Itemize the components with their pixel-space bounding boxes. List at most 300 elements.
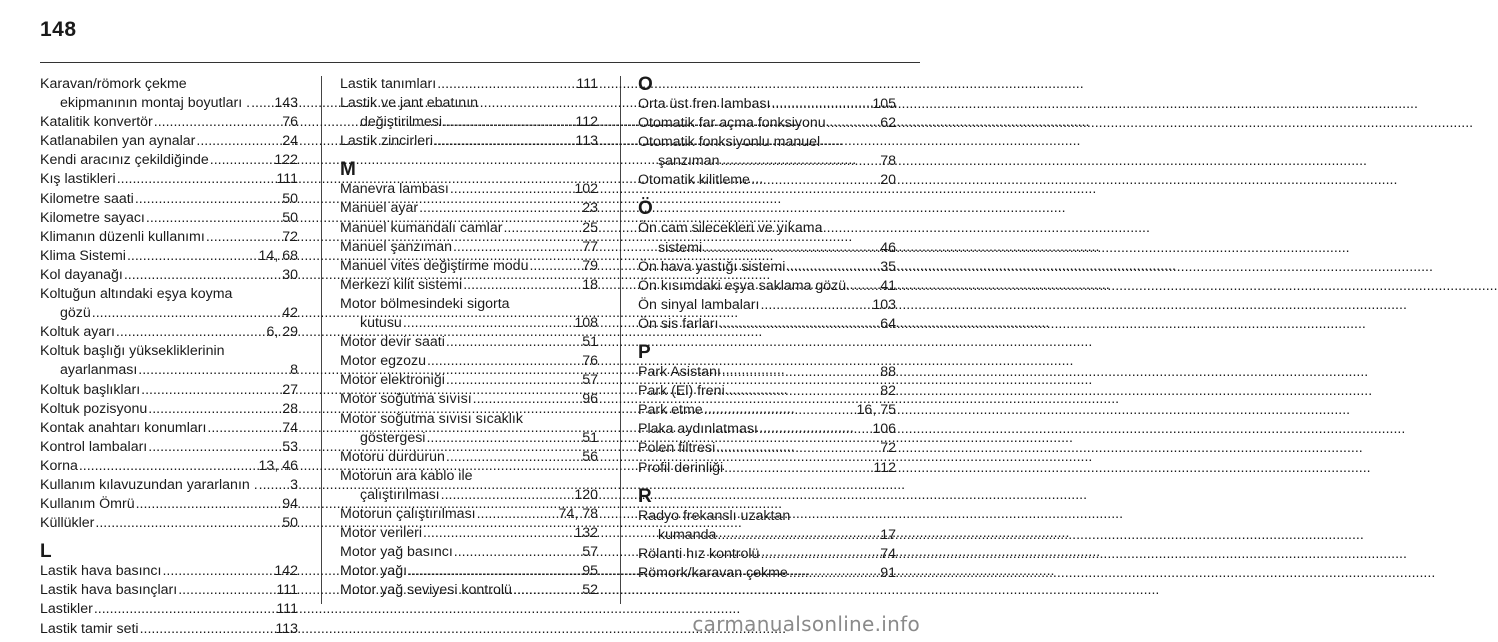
index-page-ref: 95 — [582, 563, 598, 580]
index-entry-term: Klimanın düzenli kullanımı — [40, 228, 205, 245]
index-entry-line — [638, 296, 896, 315]
index-entry-term: ekipmanının montaj boyutları . — [60, 95, 251, 112]
dot-leader — [827, 114, 880, 133]
index-page-ref: 27 — [282, 381, 298, 398]
index-entry-term: Lastik hava basınçları — [40, 582, 178, 599]
index-entry-line — [638, 439, 896, 458]
index-entry — [40, 132, 298, 151]
index-entry — [638, 382, 896, 401]
dot-leader — [423, 524, 573, 543]
dot-leader — [724, 459, 872, 478]
index-entry-term: Küllükler — [40, 515, 95, 532]
index-page-ref: 106 — [872, 421, 896, 438]
index-entry-term: Merkezi kilit sistemi — [340, 276, 463, 293]
index-entry-term: Park Asistanı — [638, 364, 721, 381]
dot-leader — [154, 113, 281, 132]
dot-leader — [443, 113, 574, 132]
index-entry — [40, 228, 298, 247]
index-entry — [638, 564, 896, 583]
index-page-ref: 6, 29 — [266, 324, 298, 341]
index-entry-term: Klima Sistemi — [40, 247, 126, 264]
index-entry-line — [40, 304, 298, 323]
index-entry-term: Orta üst fren lambası — [638, 96, 771, 112]
index-entry — [340, 543, 598, 562]
index-entry-line — [40, 620, 298, 639]
index-entry — [638, 507, 896, 545]
index-entry-term: Otomatik kilitleme — [638, 172, 750, 189]
index-entry — [40, 457, 298, 476]
index-entry-line — [340, 75, 598, 94]
index-entry-term: Park (El) freni — [638, 383, 725, 400]
index-entry-term: Koltuk ayarı — [40, 324, 115, 341]
index-entry — [638, 277, 896, 296]
index-entry-term: Lastik tamir seti — [40, 620, 139, 637]
index-page-ref: 91 — [880, 564, 896, 581]
index-page-ref: 78 — [880, 153, 896, 170]
index-entry-line — [40, 514, 298, 533]
dot-leader — [437, 75, 575, 94]
index-entry-line — [340, 448, 598, 467]
index-page-ref: 51 — [582, 334, 598, 351]
index-entry — [638, 114, 896, 133]
index-entry — [638, 296, 896, 315]
index-entry-line — [40, 381, 298, 400]
index-entry — [340, 257, 598, 276]
index-entry — [40, 113, 298, 132]
index-entry — [40, 581, 298, 600]
index-entry-text: Koltuğun altındaki eşya koyma — [40, 286, 233, 303]
index-entry-line — [340, 132, 598, 151]
index-page-ref: 143 — [274, 95, 298, 112]
index-page-ref: 41 — [880, 277, 896, 294]
index-entry-text: Motorun ara kablo ile — [340, 467, 473, 484]
index-entry-term: Korna — [40, 457, 78, 474]
index-entry-text: Motor bölmesindeki sigorta — [340, 295, 510, 312]
index-entry — [340, 505, 598, 524]
dot-leader — [427, 352, 581, 371]
dot-leader — [717, 526, 879, 545]
index-entry — [340, 333, 598, 352]
index-entry-line — [340, 333, 598, 352]
index-entry — [638, 219, 896, 257]
index-entry-line — [40, 209, 298, 228]
dot-leader — [94, 600, 276, 619]
index-entry-line — [340, 505, 598, 524]
index-entry-text: Otomatik fonksiyonlu manuel — [638, 134, 821, 151]
dot-leader — [146, 209, 281, 228]
index-entry — [340, 199, 598, 218]
index-page-ref: 88 — [880, 364, 896, 381]
dot-leader — [446, 448, 581, 467]
index-page-ref: 79 — [582, 257, 598, 274]
index-entry-term: Motorun çalıştırılması — [340, 505, 476, 522]
index-page-ref: 25 — [582, 219, 598, 236]
index-entry-term: Kol dayanağı — [40, 266, 123, 283]
index-entry-line — [638, 420, 896, 439]
index-entry-line — [638, 258, 896, 277]
dot-leader — [408, 562, 581, 581]
index-entry-term: Motor elektroniği — [340, 372, 445, 389]
index-entry-line — [340, 352, 598, 371]
index-page-ref: 50 — [282, 515, 298, 532]
index-entry-term: Kontrol lambaları — [40, 438, 148, 455]
dot-leader — [79, 457, 258, 476]
index-entry-term: Kilometre saati — [40, 190, 134, 207]
index-entry-line — [40, 438, 298, 457]
index-page-ref: 52 — [582, 582, 598, 599]
index-entry — [340, 448, 598, 467]
index-letter-heading: O — [638, 74, 653, 95]
index-entry-line — [638, 152, 896, 171]
dot-leader — [719, 315, 879, 334]
dot-leader — [92, 304, 281, 323]
dot-leader — [446, 371, 581, 390]
index-entry-term: Otomatik far açma fonksiyonu — [638, 115, 826, 132]
index-entry-line — [340, 524, 598, 543]
index-entry — [40, 209, 298, 228]
dot-leader — [751, 171, 879, 190]
index-entry-term: Kullanım kılavuzundan yararlanın . — [40, 476, 258, 493]
index-entry — [40, 247, 298, 266]
index-entry-term: Kış lastikleri — [40, 171, 116, 188]
index-entry — [40, 400, 298, 419]
index-letter-heading: P — [638, 342, 651, 364]
index-entry — [40, 266, 298, 285]
index-entry — [340, 276, 598, 295]
dot-leader — [178, 581, 275, 600]
index-entry-term: Motoru durdurun — [340, 448, 445, 465]
index-page-ref: 76 — [582, 353, 598, 370]
dot-leader — [148, 438, 281, 457]
dot-leader — [786, 258, 879, 277]
index-entry-line — [638, 526, 896, 545]
index-entry-line — [638, 401, 896, 420]
index-entry-term: Koltuk pozisyonu — [40, 400, 148, 417]
index-entry-term: göstergesi — [360, 429, 426, 446]
index-entry-term: Lastikler — [40, 601, 93, 618]
index-page-ref: 17 — [880, 526, 896, 543]
watermark-text: carmanualsonline.info — [692, 612, 920, 636]
index-entry-line — [40, 228, 298, 247]
index-entry — [40, 285, 298, 323]
dot-leader — [513, 581, 581, 600]
index-entry-term: Manuel şanzıman — [340, 238, 452, 255]
index-entry-line — [40, 476, 298, 495]
index-page-ref: 57 — [582, 372, 598, 389]
index-page-ref: 13, 46 — [258, 457, 298, 474]
index-page-ref: 72 — [880, 440, 896, 457]
dot-leader — [127, 247, 258, 266]
index-entry-term: Manuel ayar — [340, 200, 419, 217]
index-entry-line — [638, 382, 896, 401]
dot-leader — [760, 545, 879, 564]
dot-leader — [162, 562, 273, 581]
index-entry-term: sistemi — [658, 239, 703, 256]
index-entry-term: Motor devir saati — [340, 334, 445, 351]
dot-leader — [196, 132, 281, 151]
index-entry-term: çalıştırılması — [360, 486, 440, 503]
dot-leader — [148, 400, 281, 419]
index-entry-term: Motor egzozu — [340, 353, 426, 370]
dot-leader — [721, 152, 880, 171]
index-entry — [638, 133, 896, 171]
dot-leader — [529, 257, 581, 276]
index-entry-line — [40, 419, 298, 438]
index-entry — [40, 620, 298, 639]
index-entry — [638, 401, 896, 420]
index-entry-term: Ön hava yastığı sistemi — [638, 258, 786, 275]
dot-leader — [463, 276, 581, 295]
index-entry-line — [40, 323, 298, 342]
dot-leader — [716, 439, 879, 458]
index-page-ref: 111 — [276, 601, 298, 618]
index-entry-text: Lastik ve jant ebatının — [340, 95, 479, 112]
index-letter-heading: L — [40, 541, 52, 563]
index-entry — [340, 219, 598, 238]
dot-leader — [703, 239, 879, 258]
index-entry-term: Lastik hava basıncı — [40, 563, 162, 580]
dot-leader — [477, 505, 558, 524]
index-entry-line — [40, 581, 298, 600]
dot-leader — [722, 363, 879, 382]
index-page-ref: 111 — [576, 76, 598, 92]
index-page-ref: 77 — [582, 238, 598, 255]
index-column-3 — [638, 75, 896, 583]
index-page-ref: 64 — [880, 315, 896, 332]
dot-leader — [419, 199, 581, 218]
dot-leader — [453, 238, 581, 257]
index-entry — [638, 545, 896, 564]
index-entry-line — [340, 276, 598, 295]
index-entry — [40, 438, 298, 457]
index-entry — [638, 95, 896, 114]
index-entry — [40, 419, 298, 438]
index-entry-line — [638, 459, 896, 478]
dot-leader — [473, 390, 582, 409]
index-entry — [340, 581, 598, 600]
index-page-ref: 122 — [274, 152, 298, 169]
index-page-ref: 74 — [282, 419, 298, 436]
index-entry — [638, 420, 896, 439]
index-page-ref: 42 — [282, 305, 298, 322]
dot-leader — [138, 361, 289, 380]
index-entry-line — [638, 239, 896, 258]
dot-leader — [426, 429, 581, 448]
index-entry-term: Ön sinyal lambaları — [638, 296, 760, 313]
index-entry-line — [340, 581, 598, 600]
index-entry-line — [40, 400, 298, 419]
index-page-ref: 76 — [282, 114, 298, 131]
index-entry — [340, 180, 598, 199]
index-entry-term: Kullanım Ömrü — [40, 496, 135, 513]
index-entry — [40, 170, 298, 189]
index-page-ref: 142 — [274, 563, 298, 580]
index-entry-line — [340, 486, 598, 505]
index-entry-term: Motor yağ basıncı — [340, 544, 453, 561]
dot-leader — [434, 132, 574, 151]
dot-leader — [116, 323, 266, 342]
index-entry — [638, 363, 896, 382]
index-entry-term: Kilometre sayacı — [40, 209, 145, 226]
index-entry — [40, 75, 298, 113]
index-page-ref: 72 — [282, 228, 298, 245]
index-entry-term: Römork/karavan çekme — [638, 564, 788, 581]
index-entry — [638, 258, 896, 277]
dot-leader — [454, 543, 581, 562]
dot-leader — [446, 333, 581, 352]
index-entry-line — [40, 94, 298, 113]
index-entry — [40, 323, 298, 342]
index-entry-term: Manuel kumandalı camlar — [340, 219, 503, 236]
dot-leader — [450, 180, 574, 199]
index-entry-line — [40, 132, 298, 151]
dot-leader — [789, 564, 879, 583]
index-entry-line — [638, 564, 896, 583]
index-entry-term: kumanda — [658, 526, 717, 543]
index-page-ref: 96 — [582, 391, 598, 408]
index-entry-line — [40, 562, 298, 581]
index-page-ref: 103 — [872, 296, 896, 313]
index-page-ref: 113 — [275, 620, 298, 637]
index-page-ref: 113 — [575, 133, 598, 150]
dot-leader — [251, 94, 273, 113]
page-number: 148 — [40, 18, 77, 41]
index-page-ref: 111 — [276, 582, 298, 599]
dot-leader — [210, 151, 274, 170]
dot-leader — [135, 190, 281, 209]
dot-leader — [259, 476, 289, 495]
index-entry-line — [340, 562, 598, 581]
index-entry — [638, 439, 896, 458]
index-page-ref: 56 — [582, 448, 598, 465]
index-page-ref: 23 — [582, 200, 598, 217]
index-entry — [340, 410, 598, 448]
index-entry-term: Ön kısımdaki eşya saklama gözü. — [638, 277, 851, 294]
index-entry — [40, 562, 298, 581]
index-entry-line — [40, 361, 298, 380]
dot-leader — [136, 495, 282, 514]
index-page-ref: 46 — [880, 239, 896, 256]
index-page-ref: 53 — [282, 438, 298, 455]
index-page-ref: 132 — [574, 525, 598, 542]
index-entry-line — [340, 199, 598, 218]
index-entry-term: gözü — [60, 305, 91, 322]
dot-leader — [403, 314, 574, 333]
index-entry-term: Polen filtresi — [638, 440, 716, 457]
index-entry-term: Motor verileri — [340, 525, 422, 542]
index-page-ref: 111 — [276, 171, 298, 188]
index-letter-heading: M — [340, 159, 356, 181]
index-entry-term: Kontak anahtarı konumları — [40, 419, 207, 436]
index-page-ref: 50 — [282, 209, 298, 226]
dot-leader — [117, 170, 276, 189]
index-entry-term: Manevra lambası — [340, 181, 449, 198]
index-page-ref: 74 — [880, 545, 896, 562]
index-entry-term: Motor yağı — [340, 563, 408, 580]
dot-leader — [704, 401, 856, 420]
index-entry-line — [40, 457, 298, 476]
index-entry — [638, 171, 896, 190]
index-entry — [638, 459, 896, 478]
index-entry-term: Koltuk başlıkları — [40, 381, 141, 398]
index-entry — [340, 295, 598, 333]
index-entry-line — [340, 219, 598, 238]
index-entry-term: Rölanti hız kontrolü — [638, 545, 760, 562]
index-entry-term: Katlanabilen yan aynalar — [40, 133, 196, 150]
dot-leader — [95, 514, 281, 533]
index-page-ref: 120 — [574, 486, 598, 503]
index-column-2 — [340, 75, 598, 600]
index-page-ref: 57 — [582, 544, 598, 561]
index-entry — [40, 495, 298, 514]
index-entry — [40, 342, 298, 380]
index-entry-line — [638, 315, 896, 334]
index-entry-line — [638, 545, 896, 564]
index-page-ref: 105 — [872, 96, 896, 112]
index-letter-heading: R — [638, 485, 652, 507]
index-entry — [340, 467, 598, 505]
index-page-ref: 112 — [575, 114, 598, 131]
index-page-ref: 35 — [880, 258, 896, 275]
index-entry-term: Ön sis farları — [638, 315, 719, 332]
index-entry — [40, 514, 298, 533]
index-entry-term: Manuel vites değiştirme modu — [340, 257, 529, 274]
index-page-ref: 50 — [282, 190, 298, 207]
index-entry — [340, 132, 598, 151]
index-entry-text: Karavan/römork çekme — [40, 76, 187, 92]
index-page-ref: 102 — [574, 181, 598, 198]
index-entry — [340, 94, 598, 132]
index-entry — [340, 75, 598, 94]
index-entry-line — [340, 238, 598, 257]
dot-leader — [771, 95, 871, 114]
index-entry-term: Kendi aracınız çekildiğinde — [40, 152, 209, 169]
index-entry-line — [40, 190, 298, 209]
index-entry-line — [340, 113, 598, 132]
index-page-ref: 108 — [574, 315, 598, 332]
index-entry-line — [340, 543, 598, 562]
dot-leader — [141, 381, 281, 400]
index-entry — [40, 190, 298, 209]
index-entry-line — [40, 151, 298, 170]
dot-leader — [206, 228, 281, 247]
index-page-ref: 20 — [880, 172, 896, 189]
index-entry-term: Plaka aydınlatması — [638, 421, 758, 438]
index-entry — [340, 524, 598, 543]
dot-leader — [207, 419, 281, 438]
dot-leader — [140, 620, 275, 639]
index-entry-line — [638, 363, 896, 382]
index-page-ref: 18 — [582, 276, 598, 293]
index-entry-line — [340, 429, 598, 448]
index-page-ref: 51 — [582, 429, 598, 446]
index-entry-line — [340, 390, 598, 409]
index-entry-line — [340, 257, 598, 276]
index-entry — [340, 562, 598, 581]
index-column-1 — [40, 75, 298, 639]
index-entry-line — [40, 247, 298, 266]
index-entry-term: Motor yağ seviyesi kontrolü — [340, 582, 512, 599]
index-entry-term: kutusu — [360, 315, 402, 332]
index-entry-text: Koltuk başlığı yüksekliklerinin — [40, 343, 225, 360]
index-entry — [340, 238, 598, 257]
index-letter-heading: Ö — [638, 198, 653, 220]
index-entry-line — [340, 371, 598, 390]
index-page-ref: 24 — [282, 133, 298, 150]
index-entry-line — [638, 114, 896, 133]
index-page-ref: 30 — [282, 266, 298, 283]
index-entry — [40, 381, 298, 400]
